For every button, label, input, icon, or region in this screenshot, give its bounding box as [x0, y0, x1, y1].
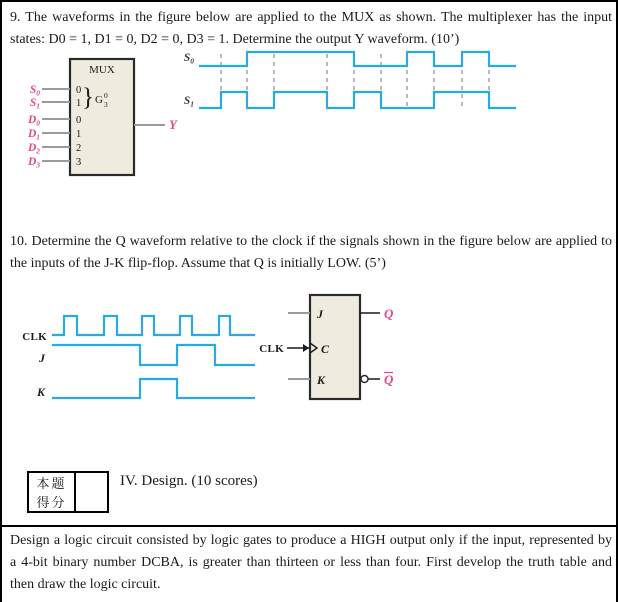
- s0-waveform: [199, 52, 516, 66]
- inversion-bubble-icon: [361, 376, 368, 383]
- clk-arrowhead: [303, 344, 309, 352]
- j-waveform-label: J: [39, 351, 45, 365]
- mux-data-pin-2: 2: [76, 143, 82, 154]
- question-9-line-2: states: D0 = 1, D1 = 0, D2 = 0, D3 = 1. Determine the output Y waveform. (10’): [10, 32, 460, 47]
- mux-data-pin-0: 0: [76, 115, 82, 126]
- mux-g-subscript: 3: [104, 100, 108, 109]
- flipflop-clk-label: CLK: [259, 343, 284, 355]
- q-output-label: Q: [384, 306, 394, 321]
- score-box-label-line-2: 得分: [36, 495, 67, 510]
- mux-input-label-s1: $S_1$: [29, 97, 40, 111]
- question-9-line-1: 9. The waveforms in the figure below are applied to the MUX as shown. The multiplexer has the input: [10, 10, 612, 25]
- clk-waveform: [52, 316, 255, 335]
- mux-data-pin-3: 3: [76, 157, 82, 168]
- design-line-1: Design a logic circuit consisted by logic gates to produce a HIGH output only if the input, represented by: [10, 533, 612, 548]
- mux-title: MUX: [89, 64, 115, 76]
- mux-input-label-s0: $S_0$: [29, 84, 40, 98]
- question-10-line-1: 10. Determine the Q waveform relative to the clock if the signals shown in the figure below are applied to: [10, 234, 612, 249]
- jk-input-waveforms: [22, 316, 255, 399]
- figures-layer: [2, 2, 618, 602]
- j-pin-label: J: [317, 307, 323, 321]
- c-pin-label: C: [321, 342, 330, 356]
- mux-select-waveforms: [184, 52, 516, 109]
- question-10-line-2: the inputs of the J-K flip-flop. Assume that Q is initially LOW. (5’): [10, 256, 386, 271]
- section-title: IV. Design. (10 scores): [120, 473, 258, 489]
- design-line-2: a 4-bit binary number DCBA, is greater than thirteen or less than four. First develop the truth table and: [10, 555, 612, 570]
- mux-input-label-d0: $D_0$: [27, 114, 40, 128]
- mux-select-pin-0: 0: [76, 85, 82, 96]
- k-pin-label: K: [317, 373, 326, 387]
- qbar-output-label: Q: [384, 372, 394, 387]
- s1-waveform-label: $S_1$: [183, 95, 194, 109]
- mux-select-pin-1: 1: [76, 98, 82, 109]
- mux-data-pin-1: 1: [76, 129, 82, 140]
- mux-select-brace: }: [82, 84, 94, 111]
- design-line-3: then draw the logic circuit.: [10, 577, 161, 592]
- k-waveform: [52, 379, 255, 398]
- mux-input-label-d3: $D_3$: [27, 156, 40, 170]
- k-waveform-label: K: [36, 385, 45, 399]
- mux-g-label: G: [95, 94, 103, 106]
- j-waveform: [52, 345, 255, 365]
- mux-input-label-d2: $D_2$: [27, 142, 40, 156]
- mux-output-label: Y: [169, 117, 177, 132]
- s1-waveform: [199, 92, 516, 108]
- mux-g-superscript: 0: [104, 91, 108, 100]
- clk-waveform-label: CLK: [22, 331, 47, 343]
- s0-waveform-label: $S_0$: [183, 52, 194, 66]
- mux-diagram: [27, 59, 178, 175]
- score-box-label-line-1: 本题: [36, 476, 67, 491]
- mux-input-label-d1: $D_1$: [27, 128, 40, 142]
- jk-flipflop-diagram: [259, 295, 394, 399]
